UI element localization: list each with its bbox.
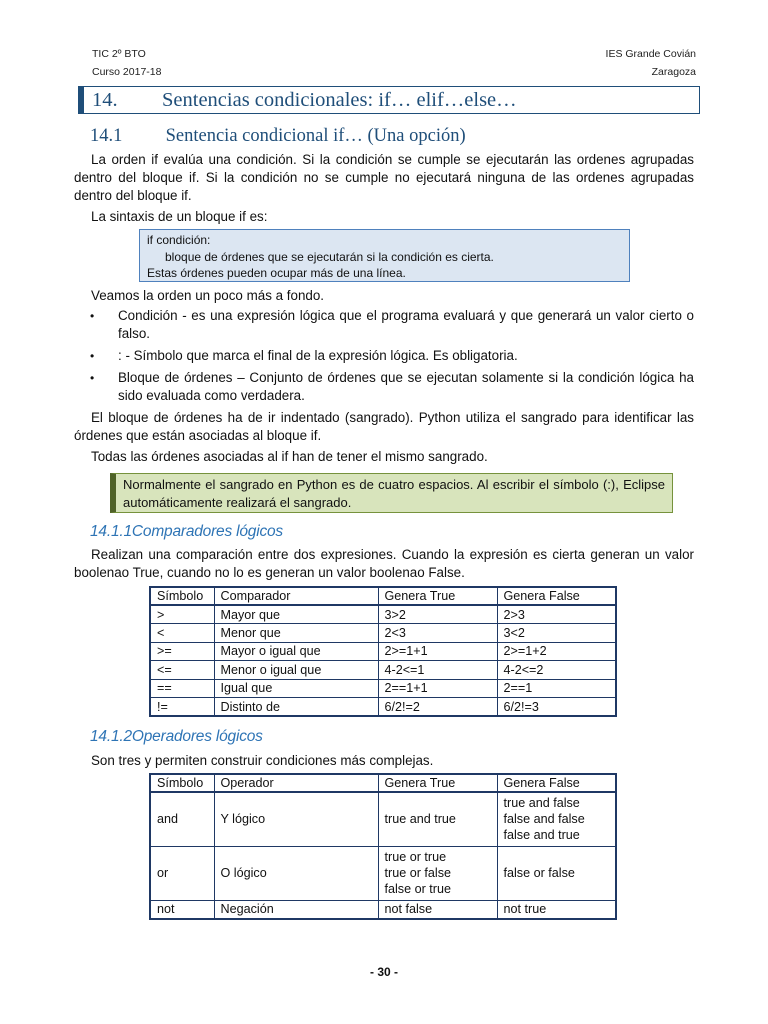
table-cell: 2==1 — [497, 679, 616, 698]
table-cell: 2>3 — [497, 605, 616, 624]
subsection-title: Comparadores lógicos — [131, 523, 283, 540]
intro-paragraph: La orden if evalúa una condición. Si la condición se cumple se ejecutarán las ordenes agrupadas dentro del bloque if. Si la condición no se cumple no ejecutará ninguna de las ordenes agrupadas dentro del bloque if. — [74, 152, 694, 203]
bullet-icon: • — [90, 371, 95, 385]
table-cell: Negación — [214, 900, 378, 919]
section-heading — [90, 125, 466, 147]
table-cell — [497, 792, 616, 846]
table-header-row — [150, 587, 616, 605]
table-cell: 6/2!=2 — [378, 698, 497, 717]
bullet-icon: • — [90, 309, 95, 323]
table-cell: != — [150, 698, 214, 717]
table-header-cell: Comparador — [214, 587, 378, 605]
subsection-number: 14.1.1 — [90, 523, 132, 540]
bullet-list — [90, 307, 694, 409]
table-row — [150, 642, 616, 661]
table-cell: and — [150, 792, 214, 846]
header-year: Curso 2017-18 — [92, 66, 162, 78]
header-course: TIC 2º BTO — [92, 48, 146, 60]
table-cell: Mayor que — [214, 605, 378, 624]
table-row — [150, 846, 616, 900]
table-row — [150, 605, 616, 624]
subsection-comparators — [90, 522, 283, 542]
table-cell: Mayor o igual que — [214, 642, 378, 661]
code-box — [139, 229, 630, 282]
table-cell: 2>=1+2 — [497, 642, 616, 661]
table-cell — [378, 846, 497, 900]
table-cell: Distinto de — [214, 698, 378, 717]
code-line-2: bloque de órdenes que se ejecutarán si la condición es cierta. — [165, 249, 494, 264]
table-row — [150, 900, 616, 919]
code-line-1: if condición: — [147, 233, 211, 247]
list-item — [90, 307, 694, 343]
table-header-cell: Símbolo — [150, 774, 214, 792]
table-header-row — [150, 774, 616, 792]
table-cell: not true — [497, 900, 616, 919]
table-row — [150, 679, 616, 698]
table-cell: 3<2 — [497, 624, 616, 643]
table-row — [150, 698, 616, 717]
table-header-cell: Genera True — [378, 587, 497, 605]
table-row — [150, 792, 616, 846]
table-cell: 6/2!=3 — [497, 698, 616, 717]
syntax-paragraph: La sintaxis de un bloque if es: — [91, 209, 268, 224]
table-cell: == — [150, 679, 214, 698]
chapter-heading — [78, 86, 700, 114]
subsection-number: 14.1.2 — [90, 728, 132, 745]
table-cell: false or false — [497, 846, 616, 900]
same-indent-paragraph: Todas las órdenes asociadas al if han de tener el mismo sangrado. — [91, 449, 488, 464]
bullet-icon: • — [90, 349, 95, 363]
table-header-cell: Operador — [214, 774, 378, 792]
table-cell: Y lógico — [214, 792, 378, 846]
cell-line: true or false — [384, 866, 451, 880]
table-header-cell: Símbolo — [150, 587, 214, 605]
cell-line: false and false — [503, 812, 585, 827]
table-header-cell: Genera False — [497, 587, 616, 605]
table-cell: 4-2<=2 — [497, 661, 616, 680]
table-cell: 4-2<=1 — [378, 661, 497, 680]
table-cell: true and true — [378, 792, 497, 846]
note-box: Normalmente el sangrado en Python es de cuatro espacios. Al escribir el símbolo (:), Eclipse automáticamente realizará el sangrado. — [110, 473, 673, 513]
table-cell: <= — [150, 661, 214, 680]
table-cell: 3>2 — [378, 605, 497, 624]
operators-table — [149, 773, 617, 920]
comparators-table — [149, 586, 617, 717]
chapter-title: Sentencias condicionales: if… elif…else… — [162, 89, 517, 111]
comparators-paragraph: Realizan una comparación entre dos expresiones. Cuando la expresión es cierta generan un valor boolenao True, cuando no lo es generan un valor boolenao False. — [74, 547, 694, 580]
table-cell: > — [150, 605, 214, 624]
cell-line: false and true — [503, 828, 580, 843]
list-item — [90, 347, 694, 365]
table-cell: Igual que — [214, 679, 378, 698]
header-city: Zaragoza — [651, 66, 696, 78]
table-row — [150, 624, 616, 643]
page-number: - 30 - — [369, 965, 398, 979]
cell-line: false or true — [384, 882, 451, 896]
section-number: 14.1 — [90, 126, 123, 146]
table-row — [150, 661, 616, 680]
list-item — [90, 369, 694, 405]
table-cell: or — [150, 846, 214, 900]
chapter-number: 14. — [92, 89, 118, 111]
table-cell: Menor o igual que — [214, 661, 378, 680]
table-cell: >= — [150, 642, 214, 661]
table-cell: 2==1+1 — [378, 679, 497, 698]
table-cell: 2>=1+1 — [378, 642, 497, 661]
subsection-operators — [90, 727, 263, 747]
indent-paragraph: El bloque de órdenes ha de ir indentado (sangrado). Python utiliza el sangrado para identificar las órdenes que están asociadas al bloque if. — [74, 410, 694, 443]
table-cell: Menor que — [214, 624, 378, 643]
cell-line: true and false — [503, 796, 580, 811]
table-header-cell: Genera True — [378, 774, 497, 792]
table-header-cell: Genera False — [497, 774, 616, 792]
section-title: Sentencia condicional if… (Una opción) — [165, 126, 466, 146]
table-cell: 2<3 — [378, 624, 497, 643]
header-school: IES Grande Covián — [605, 48, 696, 60]
operators-paragraph: Son tres y permiten construir condiciones más complejas. — [91, 753, 434, 768]
table-cell: not false — [378, 900, 497, 919]
code-line-3: Estas órdenes pueden ocupar más de una línea. — [147, 266, 406, 280]
cell-line: true or true — [384, 850, 447, 864]
bullet-text: : - Símbolo que marca el final de la expresión lógica. Es obligatoria. — [118, 348, 518, 363]
subsection-title: Operadores lógicos — [131, 728, 263, 745]
table-cell: O lógico — [214, 846, 378, 900]
table-cell: not — [150, 900, 214, 919]
table-cell: < — [150, 624, 214, 643]
detail-paragraph: Veamos la orden un poco más a fondo. — [91, 288, 325, 303]
bullet-text: Bloque de órdenes – Conjunto de órdenes que se ejecutan solamente si la condición lógica ha sido evaluada como verdadera. — [118, 370, 694, 403]
bullet-text: Condición - es una expresión lógica que el programa evaluará y que generará un valor cierto o falso. — [118, 308, 694, 341]
